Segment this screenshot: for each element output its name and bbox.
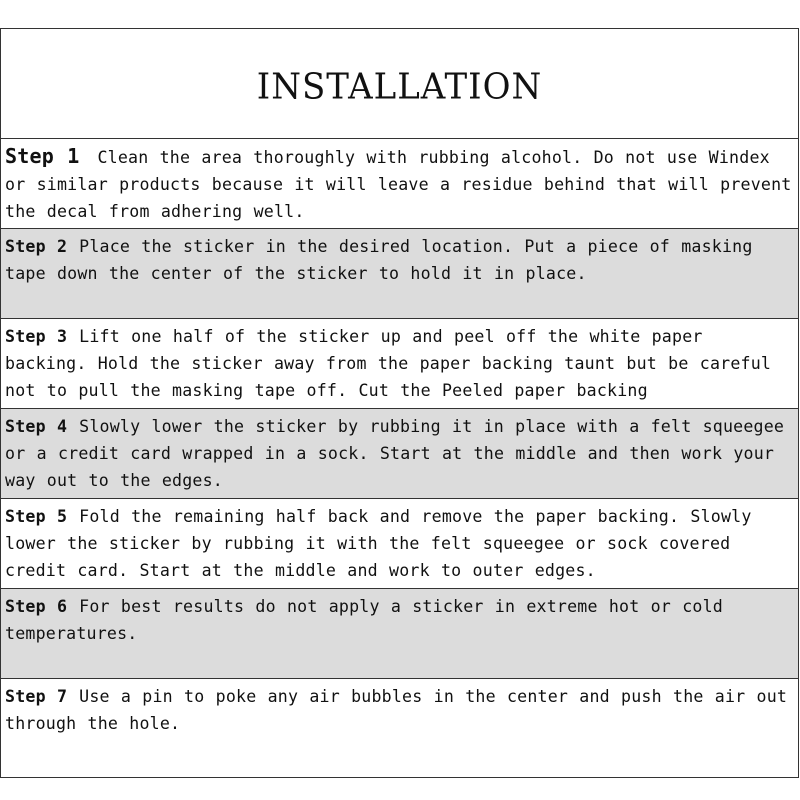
step-row-3 [1, 319, 798, 409]
step-text-3: Lift one half of the sticker up and peel off the white paper backing. Hold the sticker away from the paper backing taunt but be careful not to pull the masking tape off. Cut the Peeled paper backing [5, 327, 772, 400]
step-label-6: Step 6 [5, 597, 68, 616]
title-row [1, 29, 798, 139]
step-row-5 [1, 499, 798, 589]
step-text-7: Use a pin to poke any air bubbles in the center and push the air out through the hole. [5, 687, 788, 733]
step-row-1 [1, 139, 798, 229]
step-row-4 [1, 409, 798, 499]
page-title: INSTALLATION [256, 65, 543, 108]
step-label-3: Step 3 [5, 327, 68, 346]
step-text-4: Slowly lower the sticker by rubbing it in place with a felt squeegee or a credit card wrapped in a sock. Start at the middle and then work your way out to the edges. [5, 417, 785, 490]
step-text-6: For best results do not apply a sticker in extreme hot or cold temperatures. [5, 597, 723, 643]
step-label-1: Step 1 [5, 144, 80, 168]
step-label-5: Step 5 [5, 507, 68, 526]
step-text-2: Place the sticker in the desired location. Put a piece of masking tape down the center of the sticker to hold it in place. [5, 237, 753, 283]
step-row-6 [1, 589, 798, 679]
step-text-1: Clean the area thoroughly with rubbing alcohol. Do not use Windex or similar products because it will leave a residue behind that will prevent the decal from adhering well. [5, 148, 792, 221]
step-row-7 [1, 679, 798, 769]
step-text-5: Fold the remaining half back and remove the paper backing. Slowly lower the sticker by rubbing it with the felt squeegee or sock covered credit card. Start at the middle and work to outer edges. [5, 507, 752, 580]
step-label-7: Step 7 [5, 687, 68, 706]
installation-sheet [0, 28, 799, 778]
step-label-2: Step 2 [5, 237, 68, 256]
step-label-4: Step 4 [5, 417, 68, 436]
step-row-2 [1, 229, 798, 319]
